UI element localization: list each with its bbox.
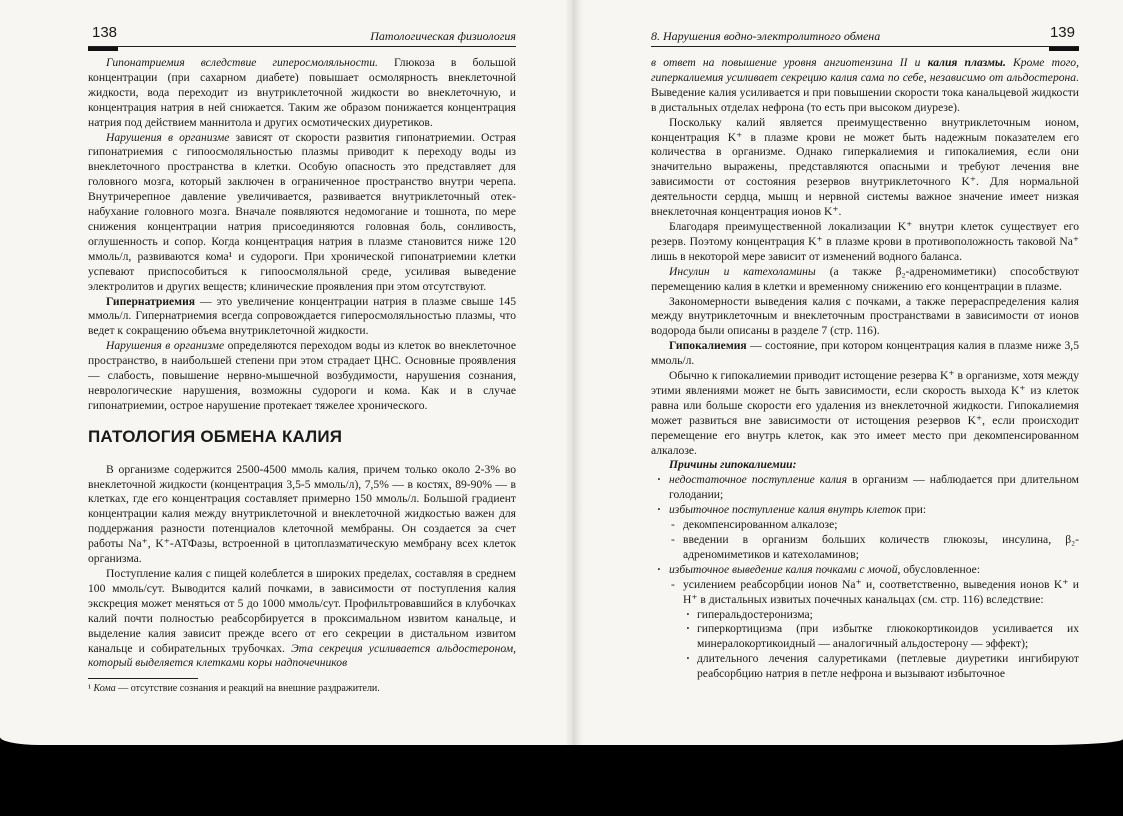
paragraph: Нарушения в организме зависят от скорости развития гипонатриемии. Острая гипонатриемия с гипоосмоляльностью плазмы приводит к переходу воды из внеклеточного пространства в клетки. Особую опасность это представляет для головного мозга, который заключен в ограниченное пространство внутри черепа. Внутричерепное давление увеличивается, развивается внутриклеточный отек-набухание головного мозга. Вначале появляются недомогание и тошнота, по мере снижения концентрации натрия присоединяются головная боль, сонливость, оглушенность и сопор. Когда концентрация натрия в плазме становится ниже 120 ммоль/л, развиваются кома¹ и судороги. При хронической гипонатриемии клетки успевают приспособиться к гипоосмоляльной среде, усиливая выведение электролитов и других веществ; клинические проявления при этом отсутствуют.: [88, 130, 516, 293]
footnote-term: Кома: [93, 683, 116, 694]
left-page: [0, 0, 565, 745]
right-page: [583, 0, 1123, 745]
footnote-rule: [88, 678, 198, 679]
list-item: · избыточное поступление калия внутрь клеток при: - декомпенсированном алкалозе; - введении в организм больших количеств глюкозы, инсулина, β₂-адреномиметиков и катехоламинов;: [651, 503, 1079, 563]
list-item: - усилением реабсорбции ионов Na⁺ и, соответственно, выведения ионов K⁺ и H⁺ в дистальных извитых почечных канальцах (см. стр. 116) вследствие: · гиперальдостеронизма; · гиперкортицизма (при избытке глюкокортикоидов усиливается их минералокортикоидный — аналогичный альдостерону — эффект); · длительного лечения салуретиками (петлевые диуретики ингибируют реабсорбцию натрия в петле нефрона и вызывают избыточное: [669, 578, 1079, 682]
paragraph: Обычно к гипокалиемии приводит истощение резерва K⁺ в организме, хотя между этими явлениями может не быть зависимости, если скорость выхода K⁺ из клеток равна или больше скорости его удаления из внеклеточной жидкости. Гипокалиемия может развиться вне зависимости от истощения резервов K⁺, если происходит перемещение его внутрь клеток, как это имеет место при декомпенсированном алкалозе.: [651, 369, 1079, 457]
running-header: [651, 24, 1079, 47]
paragraph: Поскольку калий является преимущественно внутриклеточным ионом, концентрация K⁺ в плазме крови не может быть надежным показателем его количества в организме. Однако гиперкалиемия и гипокалиемия, если они значительно выражены, представляются опасными и требуют лечения вне зависимости от состояния резервов внутриклеточного K⁺. Для нормальной деятельности сердца, мышц и нервной системы важное значение имеет низкая внеклеточная концентрация ионов K⁺.: [651, 115, 1079, 219]
right-body-text: [651, 56, 1079, 682]
footnote: [88, 678, 516, 695]
paragraph: Благодаря преимущественной локализации K⁺ внутри клеток существует его резерв. Поэтому концентрация K⁺ в плазме крови в противоположность таковой Na⁺ лишь в некоторой мере зависит от изменений водного баланса.: [651, 219, 1079, 263]
list-item: · избыточное выведение калия почками с мочой, обусловленное: - усилением реабсорбции ионов Na⁺ и, соответственно, выведения ионов K⁺ и H⁺ в дистальных извитых почечных канальцах (см. стр. 116) вследствие: · гиперальдостеронизма; · гиперкортицизма (при избытке глюкокортикоидов усиливается их минералокортикоидный — аналогичный альдостерону — эффект); · длительного лечения салуретиками (петлевые диуретики ингибируют реабсорбцию натрия в петле нефрона и вызывают избыточное: [651, 563, 1079, 682]
header-tab-mark: [88, 47, 118, 51]
paragraph: Инсулин и катехоламины (а также β₂-адреномиметики) способствуют перемещению калия в клетки и временному снижению его концентрации в плазме.: [651, 264, 1080, 293]
list-item: · гиперальдостеронизма;: [683, 608, 1079, 623]
section-title: ПАТОЛОГИЯ ОБМЕНА КАЛИЯ: [88, 426, 343, 446]
left-body-text: [88, 56, 516, 671]
causes-heading: Причины гипокалиемии:: [669, 458, 797, 472]
paragraph: Гипонатриемия вследствие гиперосмоляльности. Глюкоза в большой концентрации (при сахарном диабете) повышает осмолярность внеклеточной жидкости, вода переходит из внутриклеточной жидкости во внеклеточную, и концентрация натрия в ней снижается. Таким же образом понижается концентрация натрия под действием маннитола и других осмотических диуретиков.: [88, 56, 516, 129]
running-title: Патологическая физиология: [370, 29, 516, 43]
paragraph: Гипокалиемия — состояние, при котором концентрация калия в плазме ниже 3,5 ммоль/л.: [651, 339, 1079, 368]
sub-sub-list: [683, 608, 1079, 683]
footnote-text: — отсутствие сознания и реакций на внешние раздражители.: [115, 683, 380, 694]
paragraph: Нарушения в организме определяются переходом воды из клеток во внеклеточное пространство, в наибольшей степени при этом страдает ЦНС. Основные проявления — слабость, повышение нервно-мышечной возбудимости, нарушения сознания, неврологические нарушения, возможны судороги и кома. Как и в случае гипонатриемии, острое нарушение протекает тяжелее хронического.: [88, 339, 516, 412]
page-number: 138: [92, 24, 118, 41]
list-item: · гиперкортицизма (при избытке глюкокортикоидов усиливается их минералокортикоидный — аналогичный альдостерону — эффект);: [683, 622, 1079, 652]
running-header: [88, 24, 516, 47]
footnote-mark: ¹: [88, 683, 91, 694]
causes-list: [651, 473, 1079, 682]
list-item: · недостаточное поступление калия в организм — наблюдается при длительном голодании;: [651, 473, 1079, 503]
header-tab-mark: [1049, 47, 1079, 51]
paragraph: Закономерности выведения калия с почками, а также перераспределения калия между внутриклеточным и внеклеточным пространствами в зависимости от ионов водорода были описаны в разделе 7 (стр. 116).: [651, 294, 1079, 338]
paragraph: в ответ на повышение уровня ангиотензина II и калия плазмы. Кроме того, гиперкалиемия усиливает секрецию калия сама по себе, независимо от альдостерона. Выведение калия усиливается и при повышении скорости тока канальцевой жидкости в дистальных отделах нефрона (то есть при высоком диурезе).: [651, 56, 1079, 114]
book-gutter: [565, 0, 583, 745]
paragraph: Поступление калия с пищей колеблется в широких пределах, составляя в среднем 100 ммоль/сут. Выводится калий почками, в зависимости от поступления калия экскреция может меняться от 5 до 1000 ммоль/сут. Профильтровавшийся в клубочках калий почти полностью реабсорбируется в проксимальном извитом канальце, и выделение калия зависит прежде всего от его секреции в дистальном извитом канальце и собирательных трубочках. Эта секреция усиливается альдостероном, который выделяется клетками коры надпочечников: [88, 567, 516, 670]
list-item: - введении в организм больших количеств глюкозы, инсулина, β₂-адреномиметиков и катехоламинов;: [669, 533, 1079, 563]
paragraph: В организме содержится 2500-4500 ммоль калия, причем только около 2-3% во внеклеточной жидкости (концентрация 3,5-5 ммоль/л), 7,5% — в костях, 89-90% — в клетках, где его концентрация составляет примерно 150 ммоль/л. Большой градиент концентрации калия между внутриклеточной и внеклеточной жидкостью важен для поддержания разности потенциалов клеточной мембраны. Он создается за счет работы Na⁺, K⁺-АТФазы, встроенной в цитоплазматическую мембрану всех клеток организма.: [88, 462, 516, 566]
page-number: 139: [1049, 24, 1075, 41]
paragraph: Гипернатриемия — это увеличение концентрации натрия в плазме свыше 145 ммоль/л. Гипернатриемия всегда сопровождается гиперосмоляльностью плазмы, что ведет к сокращению объема внутриклеточной жидкости.: [88, 294, 516, 338]
list-item: - декомпенсированном алкалозе;: [669, 518, 1079, 533]
running-title: 8. Нарушения водно-электролитного обмена: [651, 29, 881, 43]
list-item: · длительного лечения салуретиками (петлевые диуретики ингибируют реабсорбцию натрия в петле нефрона и вызывают избыточное: [683, 652, 1079, 682]
sub-list: [669, 518, 1079, 563]
sub-list: [669, 578, 1079, 682]
